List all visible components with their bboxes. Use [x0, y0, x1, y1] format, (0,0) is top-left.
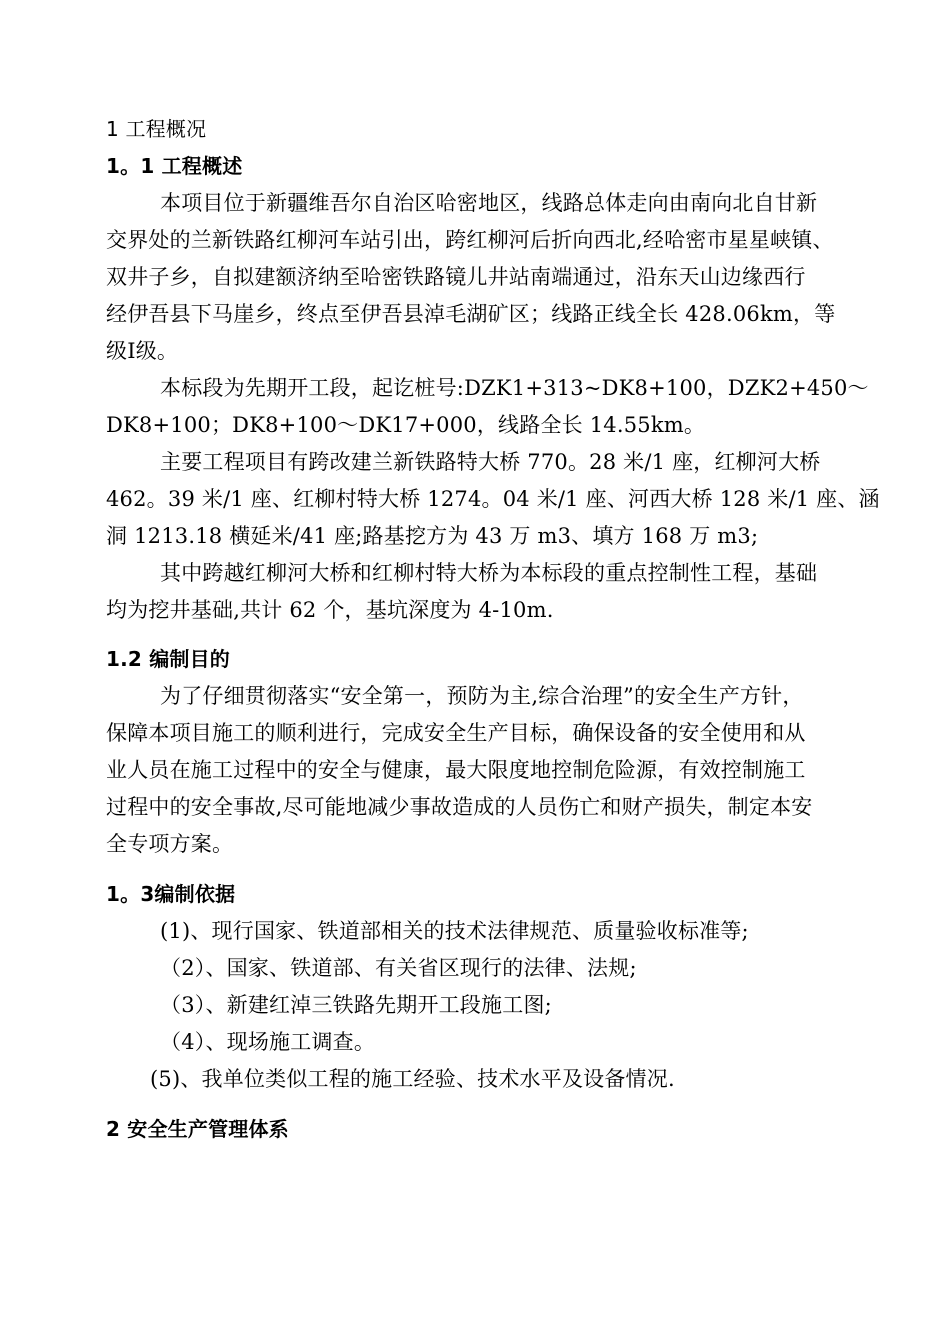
paragraph-line: 本标段为先期开工段，起讫桩号:DZK1+313~DK8+100，DZK2+450～	[160, 376, 869, 400]
paragraph-line: 为了仔细贯彻落实“安全第一，预防为主,综合治理”的安全生产方针，	[160, 684, 804, 708]
paragraph-line: 本项目位于新疆维吾尔自治区哈密地区，线路总体走向由南向北自甘新	[160, 191, 818, 215]
section-1-2-title: 1.2 编制目的	[106, 647, 230, 671]
paragraph-line: 均为挖井基础,共计 62 个，基坑深度为 4-10m.	[106, 598, 554, 622]
section-1-title: 1 工程概况	[106, 117, 207, 141]
paragraph-line: 全专项方案。	[106, 832, 234, 856]
paragraph-line: 交界处的兰新铁路红柳河车站引出，跨红柳河后折向西北,经哈密市星星峡镇、	[106, 228, 834, 252]
section-1-3-title: 1。3编制依据	[106, 882, 236, 906]
paragraph-line: 业人员在施工过程中的安全与健康，最大限度地控制危险源，有效控制施工	[106, 758, 806, 782]
section-1-1-title: 1。1 工程概述	[106, 154, 243, 178]
list-item: （3）、新建红淖三铁路先期开工段施工图;	[160, 993, 552, 1017]
list-item: (5)、我单位类似工程的施工经验、技术水平及设备情况.	[150, 1067, 675, 1091]
paragraph-line: 其中跨越红柳河大桥和红柳村特大桥为本标段的重点控制性工程，基础	[160, 561, 818, 585]
paragraph-line: 462。39 米/1 座、红柳村特大桥 1274。04 米/1 座、河西大桥 128 米/1 座、涵	[106, 487, 880, 511]
paragraph-line: 保障本项目施工的顺利进行，完成安全生产目标，确保设备的安全使用和从	[106, 721, 806, 745]
paragraph-line: 级Ⅰ级。	[106, 339, 179, 363]
paragraph-line: 经伊吾县下马崖乡，终点至伊吾县淖毛湖矿区；线路正线全长 428.06km，等	[106, 302, 836, 326]
list-item: （2）、国家、铁道部、有关省区现行的法律、法规;	[160, 956, 637, 980]
list-item: （4）、现场施工调查。	[160, 1030, 376, 1054]
list-item: (1)、现行国家、铁道部相关的技术法律规范、质量验收标准等;	[160, 919, 749, 943]
paragraph-line: 双井子乡，自拟建额济纳至哈密铁路镜儿井站南端通过，沿东天山边缘西行	[106, 265, 806, 289]
paragraph-line: 主要工程项目有跨改建兰新铁路特大桥 770。28 米/1 座，红柳河大桥	[160, 450, 821, 474]
paragraph-line: 洞 1213.18 横延米/41 座;路基挖方为 43 万 m3、填方 168 万 m3;	[106, 524, 759, 548]
paragraph-line: 过程中的安全事故,尽可能地减少事故造成的人员伤亡和财产损失，制定本安	[106, 795, 813, 819]
paragraph-line: DK8+100；DK8+100～DK17+000，线路全长 14.55km。	[106, 413, 706, 437]
section-2-title: 2 安全生产管理体系	[106, 1117, 289, 1141]
